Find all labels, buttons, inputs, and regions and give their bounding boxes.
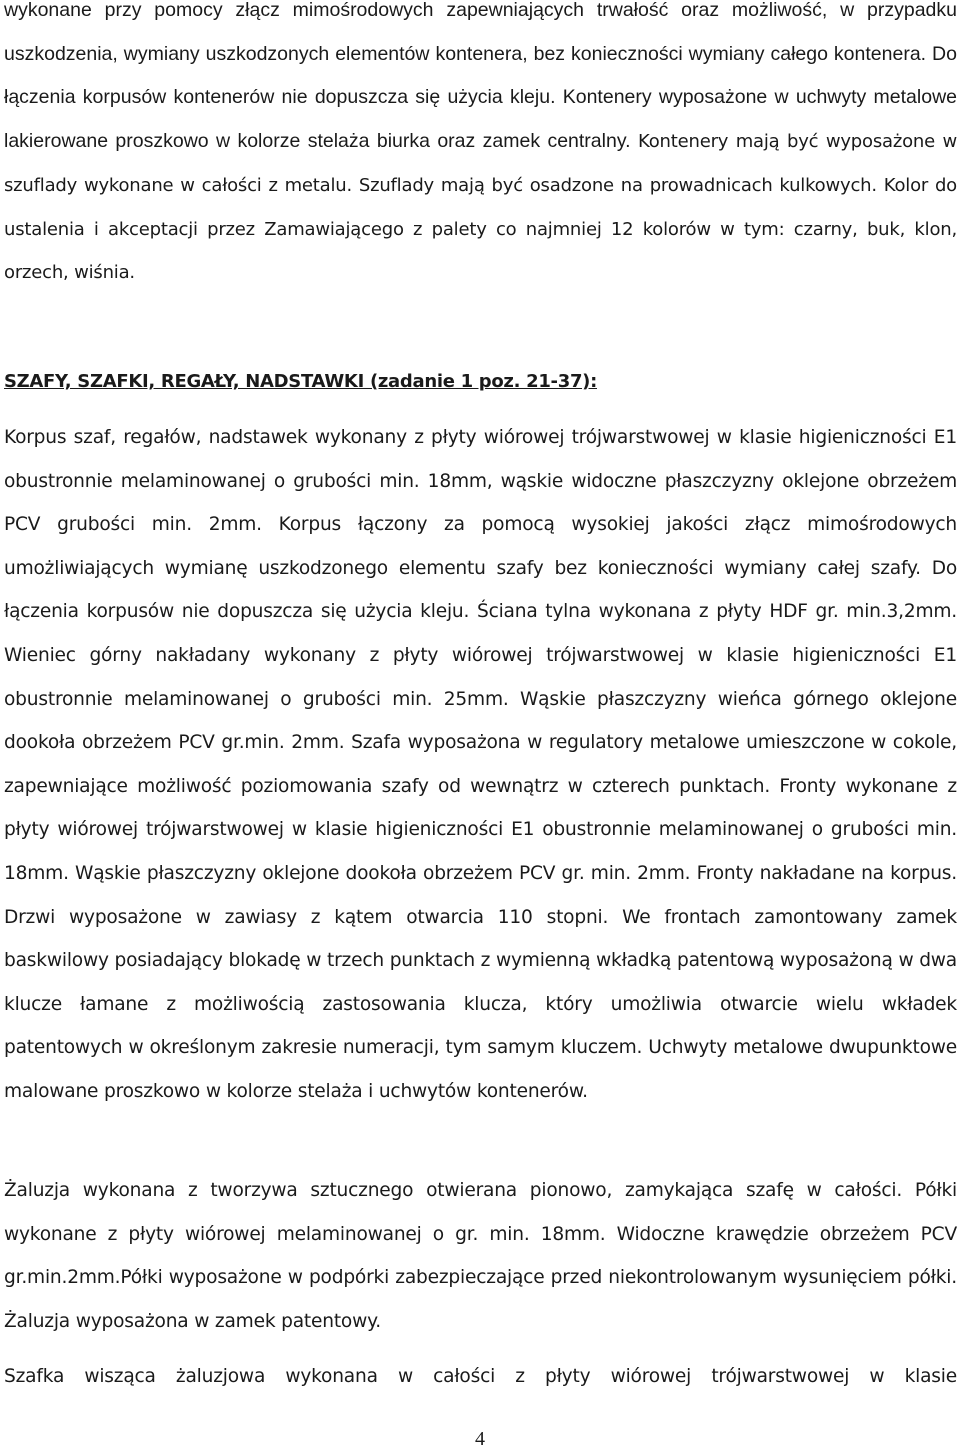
intro-paragraph-part1: wykonane przy pomocy złącz mimośrodowych zapewniających trwałość oraz możliwość, w przypadku uszkodzenia, wymiany uszkodzonych elementów kontenera, bez konieczności wymiany całego kontenera. Do łączenia korpusów kontenerów nie dopuszcza się użycia kleju. Kontenery wyposażone w uchwyty metalowe lakierowane proszkowo w kolorze stelaża biurka oraz zamek centralny.: [4, 0, 957, 153]
intro-paragraph-part2: Kontenery mają być wyposażone w szuflady wykonane w całości z metalu. Szuflady mają być osadzone na prowadnicach kulkowych. Kolor do ustalenia i akceptacji przez Zamawiającego z palety co najmniej 12 kolorów w tym: czarny, buk, klon, orzech, wiśnia.: [4, 131, 957, 284]
paragraph-korpus: Korpus szaf, regałów, nadstawek wykonany z płyty wiórowej trójwarstwowej w klasie higieniczności E1 obustronnie melaminowanej o grubości min. 18mm, wąskie widoczne płaszczyzny oklejone obrzeżem PCV grubości min. 2mm. Korpus łączony za pomocą wysokiej jakości złącz mimośrodowych umożliwiających wymianę uszkodzonego elementu szafy bez konieczności wymiany całej szafy. Do łączenia korpusów nie dopuszcza się użycia kleju. Ściana tylna wykonana z płyty HDF gr. min.3,2mm. Wieniec górny nakładany wykonany z płyty wiórowej trójwarstwowej w klasie higieniczności E1 obustronnie melaminowanej o grubości min. 25mm. Wąskie płaszczyzny wieńca górnego oklejone dookoła obrzeżem PCV gr.min. 2mm. Szafa wyposażona w regulatory metalowe umieszczone w cokole, zapewniające możliwość poziomowania szafy od wewnątrz w czterech punktach. Fronty wykonane z płyty wiórowej trójwarstwowej w klasie higieniczności E1 obustronnie melaminowanej o grubości min. 18mm. Wąskie płaszczyzny oklejone dookoła obrzeżem PCV gr. min. 2mm. Fronty nakładane na korpus. Drzwi wyposażone w zawiasy z kątem otwarcia 110 stopni. We frontach zamontowany zamek baskwilowy posiadający blokadę w trzech punktach z wymienną wkładką patentową wyposażoną w dwa klucze łamane z możliwością zastosowania klucza, który umożliwia otwarcie wielu wkładek patentowych w określonym zakresie numeracji, tym samym kluczem. Uchwyty metalowe dwupunktowe malowane proszkowo w kolorze stelaża i uchwytów kontenerów.: [4, 427, 957, 1102]
paragraph-zaluzja: Żaluzja wykonana z tworzywa sztucznego otwierana pionowo, zamykająca szafę w całości. Półki wykonane z płyty wiórowej melaminowanej o gr. min. 18mm. Widoczne krawędzie obrzeżem PCV gr.min.2mm.Półki wyposażone w podpórki zabezpieczające przed niekontrolowanym wysunięciem półki. Żaluzja wyposażona w zamek patentowy.: [4, 1180, 957, 1332]
paragraph-szafka-wiszaca: Szafka wisząca żaluzjowa wykonana w całości z płyty wiórowej trójwarstwowej w klasie: [4, 1366, 957, 1387]
page-number: 4: [475, 1428, 485, 1450]
section-heading: SZAFY, SZAFKI, REGAŁY, NADSTAWKI (zadanie 1 poz. 21-37):: [4, 371, 597, 392]
intro-paragraph: [4, 0, 957, 295]
